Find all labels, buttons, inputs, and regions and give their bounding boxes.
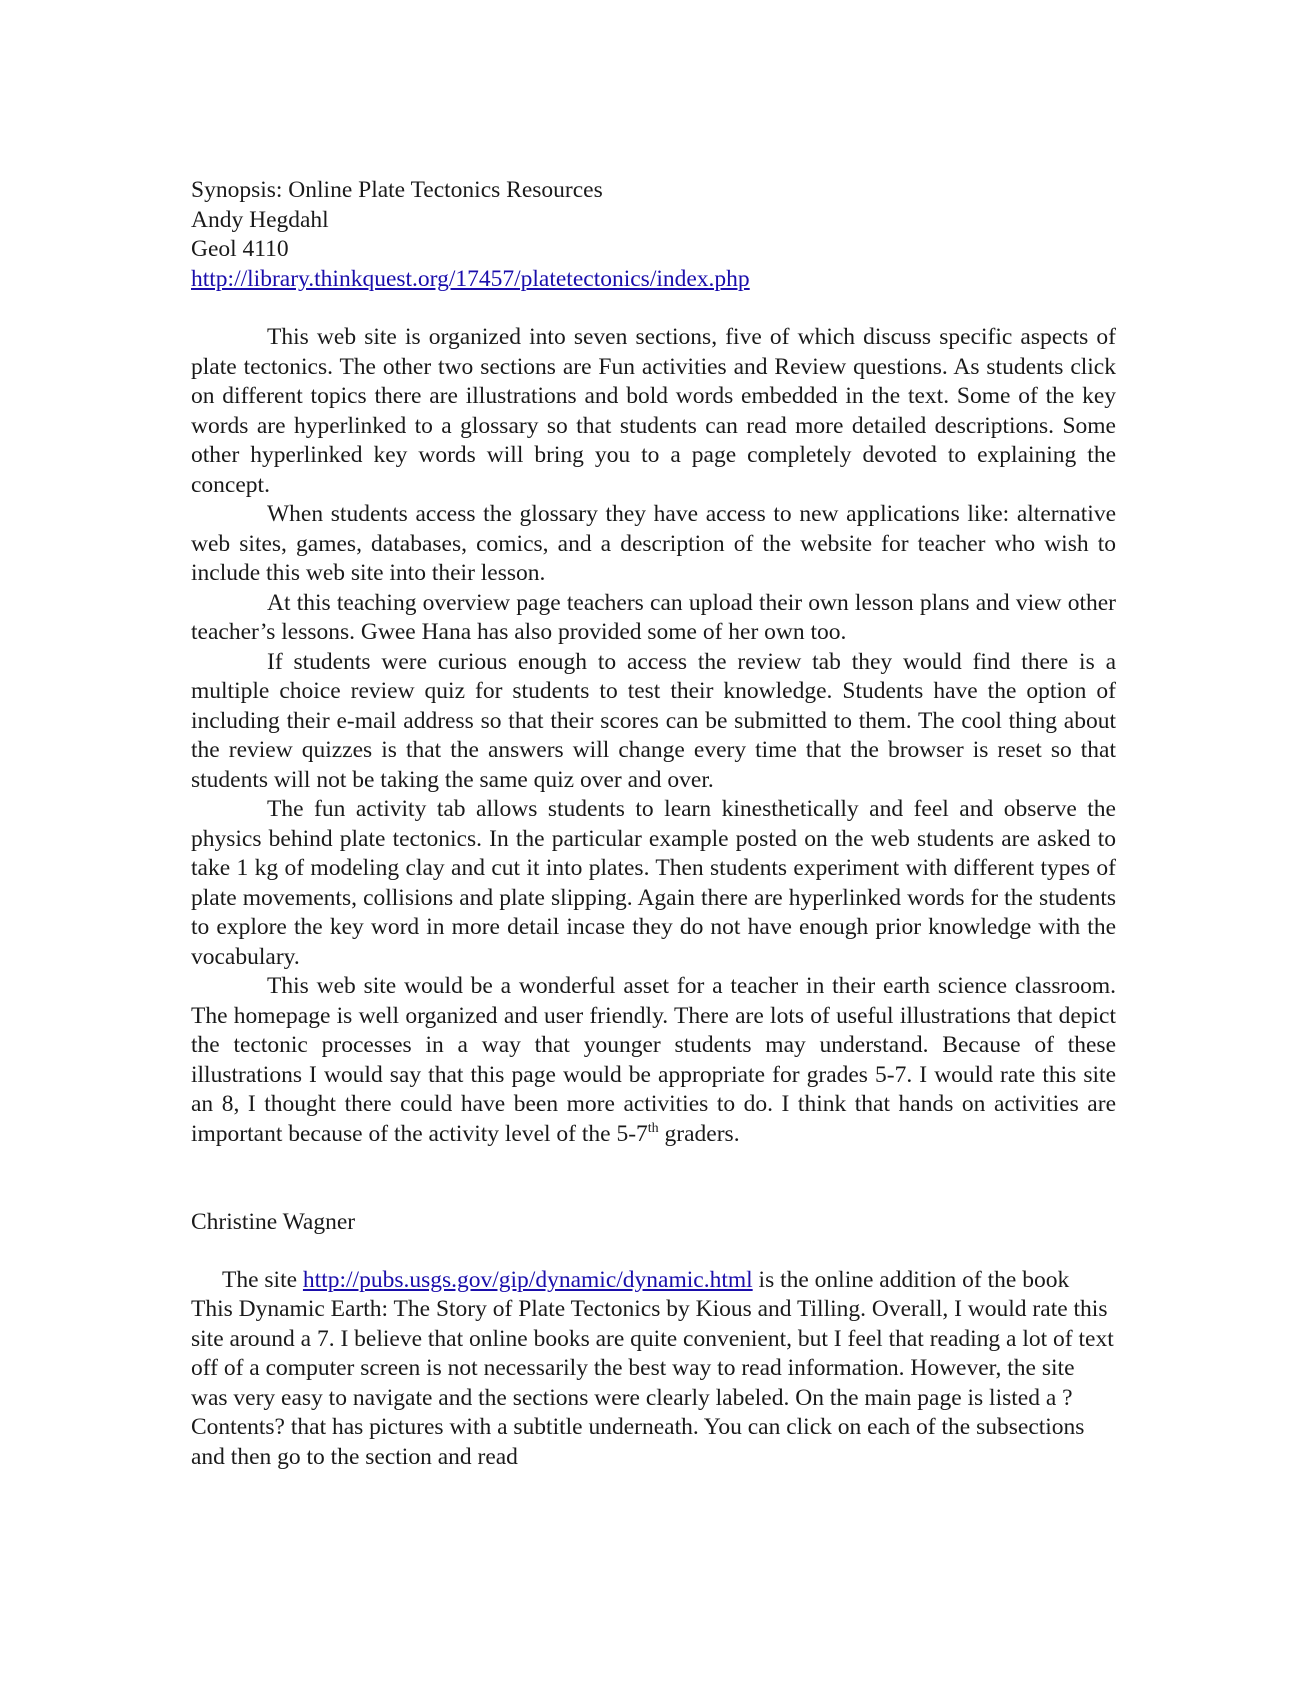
paragraph-6-tail: graders.: [658, 1120, 740, 1147]
course-code: Geol 4110: [191, 236, 289, 262]
ordinal-suffix: th: [647, 1120, 659, 1136]
second-author-name: Christine Wagner: [191, 1209, 356, 1235]
document-title: Synopsis: Online Plate Tectonics Resources: [191, 177, 603, 203]
paragraph-6-text: This web site would be a wonderful asset for a teacher in their earth science classroom. The homepage is well organized and user friendly. There are lots of useful illustrations that depict the tectonic processes in a way that younger students may understand. Because of these illustrations I would say that this page would be appropriate for grades 5-7. I would rate this site an 8, I thought there could have been more activities to do. I think that hands on activities are important because of the activity level of the 5-7: [191, 973, 1116, 1147]
spacer: [191, 294, 1116, 323]
document-page: [191, 176, 1116, 1472]
paragraph-1: This web site is organized into seven sections, five of which discuss specific aspects of plate tectonics. The other two sections are Fun activities and Review questions. As students click on different topics there are illustrations and bold words embedded in the text. Some of the key words are hyperlinked to a glossary so that students can read more detailed descriptions. Some other hyperlinked key words will bring you to a page completely devoted to explaining the concept.: [191, 324, 1116, 498]
paragraph-7-intro: The site: [222, 1266, 303, 1293]
paragraph-4: If students were curious enough to access the review tab they would find there is a multiple choice review quiz for students to test their knowledge. Students have the option of including their e-mail address so that their scores can be submitted to them. The cool thing about the review quizzes is that the answers will change every time that the browser is reset so that students will not be taking the same quiz over and over.: [191, 648, 1116, 793]
paragraph-6: [191, 972, 1116, 1149]
paragraph-2: When students access the glossary they have access to new applications like: alternative web sites, games, databases, comics, and a description of the website for teacher who wish to include this web site into their lesson.: [191, 501, 1116, 586]
paragraph-5: The fun activity tab allows students to learn kinesthetically and feel and observe the physics behind plate tectonics. In the particular example posted on the web students are asked to take 1 kg of modeling clay and cut it into plates. Then students experiment with different types of plate movements, collisions and plate slipping. Again there are hyperlinked words for the students to explore the key word in more detail incase they do not have enough prior knowledge with the vocabulary.: [191, 796, 1116, 970]
spacer: [191, 1238, 1116, 1266]
paragraph-7: [191, 1266, 1116, 1473]
paragraph-3: At this teaching overview page teachers can upload their own lesson plans and view other teacher’s lessons. Gwee Hana has also provided some of her own too.: [191, 589, 1116, 645]
author-name: Andy Hegdahl: [191, 206, 329, 233]
paragraph-7-body: is the online addition of the book This Dynamic Earth: The Story of Plate Tectonics by Kious and Tilling. Overall, I would rate this site around a 7. I believe that online books are quite convenient, but I feel that reading a lot of text off of a computer screen is not necessarily the best way to read information. However, the site was very easy to navigate and the sections were clearly labeled. On the main page is listed a ?Contents? that has pictures with a subtitle underneath. You can click on each of the subsections and then go to the section and read: [191, 1266, 1114, 1470]
spacer: [191, 1149, 1116, 1208]
usgs-link[interactable]: http://pubs.usgs.gov/gip/dynamic/dynamic.html: [302, 1266, 753, 1293]
resource-link[interactable]: http://library.thinkquest.org/17457/platetectonics/index.php: [191, 265, 750, 292]
